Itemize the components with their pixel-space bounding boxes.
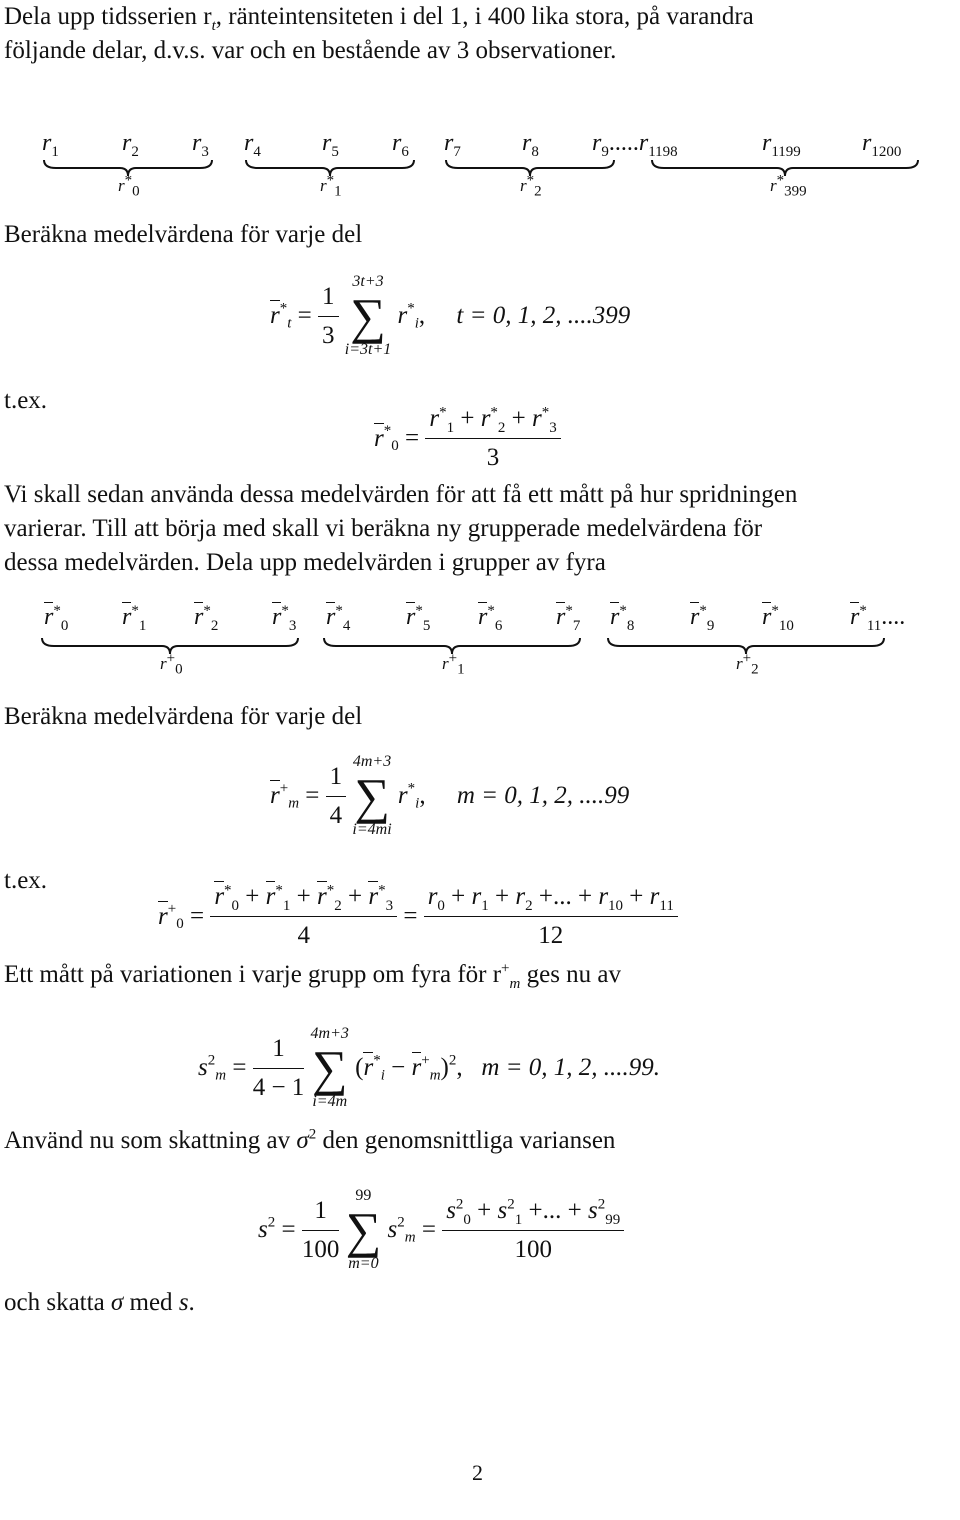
group-label: $r^+_1$	[442, 650, 465, 678]
group-label: $r^+_0$	[160, 650, 183, 678]
fraction: $\frac{1}{100}$	[302, 1194, 340, 1267]
seq-term: $r^*_{11}$....	[850, 603, 906, 634]
seq-term: $r^*_0$	[44, 603, 69, 634]
fraction: $\frac{r^*_0 + r^*_1 + r^*_2 + r^*_3}{4}$	[210, 880, 397, 953]
final-text: och skatta σ med s.	[4, 1289, 195, 1316]
fraction: $\frac{1}{4}$	[326, 760, 347, 833]
fraction: $\frac{1}{4 - 1}$	[253, 1032, 305, 1105]
seq-term: $r^*_7$	[556, 603, 581, 634]
fraction: $\frac{s^2_0 + s^2_1 +... + s^2_{99}}{100}$	[442, 1194, 624, 1267]
fraction: $\frac{r^*_1 + r^*_2 + r^*_3}{3}$	[425, 402, 560, 475]
formula-mean-variance: $s^2$ = $\frac{1}{100}$ 99 ∑ m=0 $s^2_m$ = $\frac{s^2_0 + s^2_1 +... + s^2_{99}}{100}$	[258, 1186, 624, 1274]
compute-heading: Beräkna medelvärdena för varje del	[4, 221, 363, 248]
summation: 4m+3 ∑ i=4mi	[352, 753, 392, 838]
estimate-text: Använd nu som skattning av $\sigma^2$ den genomsnittliga variansen	[4, 1126, 616, 1154]
group-label: $r^*_2$	[520, 172, 542, 200]
sequence-1	[0, 130, 960, 210]
seq-term: $r_8$	[522, 130, 539, 160]
group-label: $r^*_0$	[118, 172, 140, 200]
seq-term: $r_9.....r_{1198}$	[592, 130, 678, 160]
seq-term: $r^*_{10}$	[762, 603, 794, 634]
seq-term: $r^*_3$	[272, 603, 297, 634]
seq-term: $r_2$	[122, 130, 139, 160]
underbrace	[650, 158, 920, 178]
formula-variance: $s^2_m$ = $\frac{1}{4 - 1}$ 4m+3 ∑ i=4m $(r^*_i - r^+_m)^2$, m = 0, 1, 2, ....99.	[198, 1025, 661, 1110]
compute-heading-2: Beräkna medelvärdena för varje del	[4, 703, 363, 730]
summation: 3t+3 ∑ i=3t+1	[344, 273, 392, 358]
seq-term: $r^*_6$	[478, 603, 503, 634]
group-label: $r^+_2$	[736, 650, 759, 678]
formula-r0-star: $r^*_0$ = $\frac{r^*_1 + r^*_2 + r^*_3}{3}$	[374, 402, 561, 475]
seq-term: $r_3$	[192, 130, 209, 160]
seq-term: $r_{1200}$	[862, 130, 902, 160]
seq-term: $r_1$	[42, 130, 59, 160]
intro-line-2: följande delar, d.v.s. var och en bestående av 3 observationer.	[4, 37, 617, 64]
seq-term: $r^*_1$	[122, 603, 147, 634]
seq-term: $r_7$	[444, 130, 461, 160]
seq-term: $r_6$	[392, 130, 409, 160]
seq-term: $r^*_2$	[194, 603, 219, 634]
summation: 99 ∑ m=0	[345, 1187, 382, 1272]
text-line-3: dessa medelvärden. Dela upp medelvärden i grupper av fyra	[4, 549, 606, 576]
seq-term: $r_5$	[322, 130, 339, 160]
summation: 4m+3 ∑ i=4m	[310, 1025, 349, 1110]
group-label: $r^*_{399}$	[770, 172, 807, 200]
seq-term: $r^*_9$	[690, 603, 715, 634]
seq-term: $r^*_4$	[326, 603, 351, 634]
text-line-1: Vi skall sedan använda dessa medelvärden för att få ett mått på hur spridningen	[4, 481, 798, 508]
formula-r0-plus: $r^+_0$ = $\frac{r^*_0 + r^*_1 + r^*_2 + r^*_3}{4}$ = $\frac{r_0 + r_1 + r_2 +... + r_{10} + r_{11}}{12}$	[158, 880, 678, 953]
formula-mean-t: $r^*_t$ = $\frac{1}{3}$ 3t+3 ∑ i=3t+1 $r^*_i$, t = 0, 1, 2, ....399	[270, 273, 631, 358]
text-line-2: varierar. Till att börja med skall vi beräkna ny grupperade medelvärdena för	[4, 515, 763, 542]
intro-paragraph: Dela upp tidsserien $r_t$, ränteintensiteten i del 1, i 400 lika stora, på varandra	[4, 3, 754, 34]
seq-term: $r_4$	[244, 130, 261, 160]
formula-mean-m: $r^+_m$ = $\frac{1}{4}$ 4m+3 ∑ i=4mi $r^*_i$, m = 0, 1, 2, ....99	[270, 753, 630, 838]
seq-term: $r^*_5$	[406, 603, 431, 634]
variation-text: Ett mått på variationen i varje grupp om fyra för $r^+_m$ ges nu av	[4, 960, 622, 992]
example-label-2: t.ex.	[4, 867, 48, 894]
seq-term: $r_{1199}$	[762, 130, 801, 160]
example-label: t.ex.	[4, 387, 48, 414]
page-number: 2	[472, 1460, 483, 1485]
intro-line-1: Dela upp tidsserien r	[4, 3, 212, 30]
sequence-2	[0, 604, 960, 684]
fraction: $\frac{1}{3}$	[318, 280, 339, 353]
group-label: $r^*_1$	[320, 172, 342, 200]
seq-term: $r^*_8$	[610, 603, 635, 634]
fraction: $\frac{r_0 + r_1 + r_2 +... + r_{10} + r_{11}}{12}$	[424, 880, 678, 953]
